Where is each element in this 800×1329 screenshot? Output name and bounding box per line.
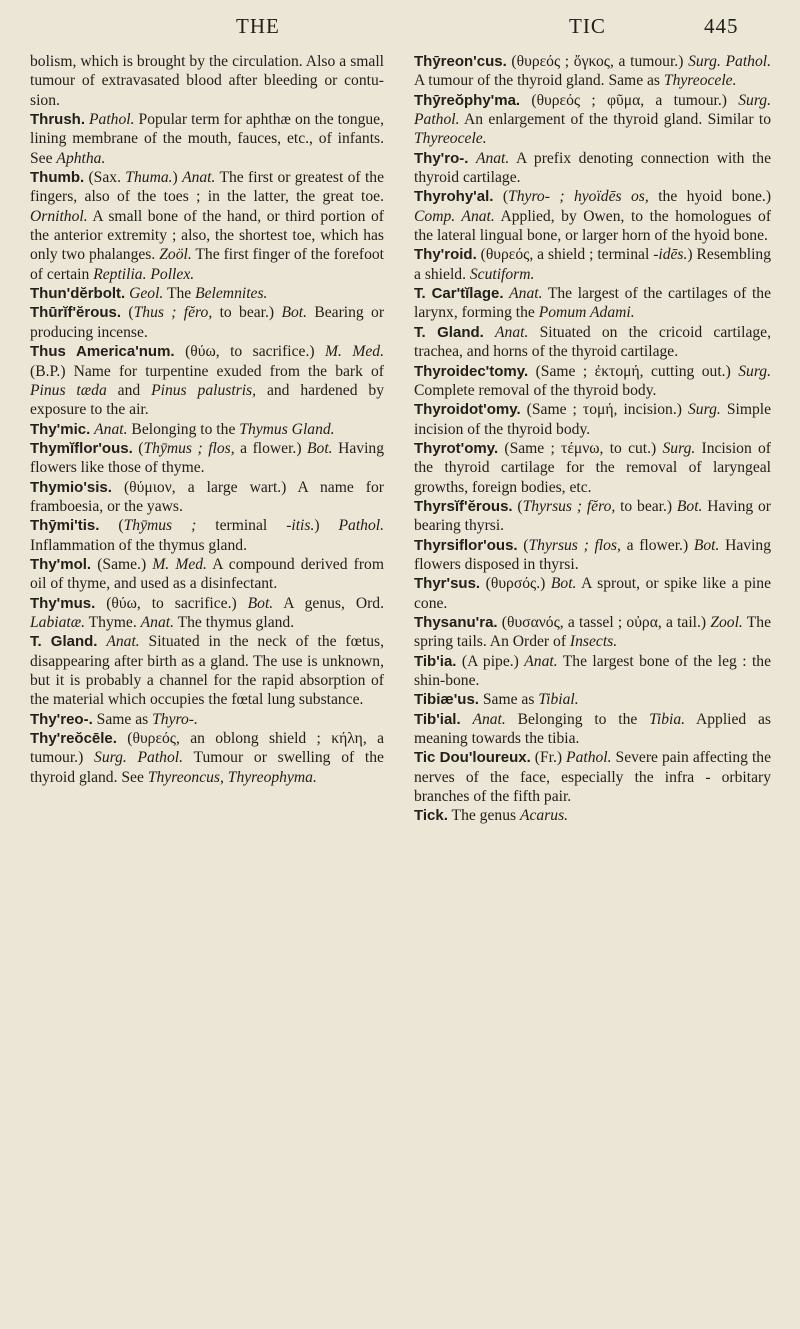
entry-text [461,711,473,728]
entry-italic-text: Surg. [738,362,771,380]
dictionary-entry-thyrsiferous [414,497,771,536]
entry-headword: Thȳreon'cus. [414,53,507,70]
entry-headword: T. Gland. [30,633,98,651]
entry-headword: T. Gland. [414,323,484,341]
entry-text: Situated on the cricoid cartilage, trachea, and horns of the thyroid cartilage. [414,323,771,361]
entry-italic-text: Anat. [140,613,174,631]
entry-text: Thyme. [85,613,141,631]
entry-italic-text: Pinus palustris, [151,381,257,399]
entry-text: A prefix denoting connection with the thyroid cartilage. [414,149,771,187]
entry-text: bolism, which is brought by the circulation. Also a small tumour of extravasated blood after bleeding or contusion. [30,53,384,109]
entry-text: A small bone of the hand, or third portion of the anterior extremity ; also, the shortest toe, which has only two phalanges. [30,207,384,264]
entry-headword: Thy'roid. [414,246,477,264]
entry-headword: T. Car'tĭlage. [414,285,504,303]
entry-italic-text: Reptilia. [93,265,147,283]
entry-headword: Thus America'num. [30,343,175,361]
entry-headword: Thysanu'ra. [414,613,498,631]
entry-text: Situated in the neck of the fœtus, disappearing after birth as a gland. The use is unknown, but it is probably a channel for the rapid absorption of the material which occupies the fœtal lung substance. [30,633,384,709]
entry-text: (Same ; τέμνω, to cut.) [498,439,663,457]
entry-italic-text: Anat. [495,323,529,341]
entry-italic-text: Pomum Adami. [538,304,635,322]
entry-headword: Thy'mic. [30,420,91,438]
entry-italic-text: Pathol. [89,111,135,129]
entry-italic-text: Insects. [569,633,618,651]
dictionary-entry-thyreoncus [414,52,771,91]
entry-text: A tumour of the thyroid gland. Same as [414,72,664,90]
entry-italic-text: Acarus. [519,807,569,825]
entry-headword: Thyrsiflor'ous. [414,536,518,554]
entry-headword: Thyroidec'tomy. [414,362,529,380]
entry-text: A genus, Ord. [273,594,384,612]
page-number: 445 [704,14,739,38]
entry-headword: Thrush. [30,111,85,129]
entry-headword: Thymio'sis. [30,478,112,496]
dictionary-entry-thyrsus [414,574,771,613]
entry-text: Severe pain affecting the nerves of the face, especially the infra - orbitary branches of the fifth pair. [414,749,771,806]
entry-headword: Tick. [414,807,448,825]
dictionary-entry-thyrohyal [414,187,771,245]
entry-italic-text: Comp. Anat. [414,207,495,225]
entry-text: (θύω, to sacrifice.) [174,343,326,361]
entry-italic-text: Thyreocele. [414,130,487,148]
entry-headword: Thyroidot'omy. [414,401,521,419]
entry-text: (θυσανός, a tassel ; οὐρα, a tail.) [497,613,711,631]
dictionary-entry-tgland2 [414,323,771,362]
header-right-guide-word: TIC [569,14,606,38]
entry-italic-text: Bot. [550,575,577,593]
entry-italic-text: Thyro-. [152,710,198,728]
entry-text: Having flowers disposed in thyrsi. [414,536,771,573]
entry-italic-text: Thȳmus ; [123,517,197,535]
entry-italic-text: Anat. [524,652,558,670]
entry-headword: Thyr'sus. [414,575,481,593]
entry-text: An enlargement of the thyroid gland. Similar to [459,111,771,129]
entry-italic-text: Thus ; fĕro, [133,304,213,322]
entry-text: Incision of the thyroid cartilage for the removal of laryngeal growths, foreign bodies, etc. [414,439,771,496]
running-header [0,6,800,46]
entry-text: ( [99,517,124,535]
dictionary-entry-thyreocele [30,729,384,787]
entry-text: a flower.) [620,536,694,554]
entry-text: and hardened by exposure to the air. [30,381,385,419]
entry-text: (Sax. [84,169,126,187]
entry-text: ( [517,536,529,554]
entry-italic-text: Thyrsus ; flos, [528,536,621,554]
dictionary-entry-thymiosis [30,478,384,517]
dictionary-entry-tibia [414,652,771,691]
entry-headword: Thy'reo-. [30,710,93,728]
left-column [30,52,384,787]
entry-headword: Thȳmi'tis. [30,517,100,535]
dictionary-entry-tick [414,806,771,825]
entry-text: The first finger of the forefoot of certain [30,246,384,283]
entry-text: (Fr.) [530,749,567,767]
entry-italic-text: Pathol. [338,517,385,535]
entry-text: The thymus gland. [173,613,295,631]
dictionary-entry-thyrsiflorous [414,536,771,575]
entry-text: (θύω, to sacrifice.) [95,594,248,612]
entry-text: ( [493,188,509,206]
entry-italic-text: Tibia. [649,710,686,728]
dictionary-entry-thymic [30,420,384,439]
entry-text: Having or bearing thyrsi. [414,497,771,535]
dictionary-entry-ticdouloureux [414,748,771,806]
entry-text: Belonging to the [505,710,650,728]
dictionary-entry-tibiaeus [414,690,771,709]
entry-italic-text: Labiatæ. [30,613,86,631]
entry-italic-text: Thyrsus ; fĕro, [522,497,616,515]
entry-headword: Thyrot'omy. [414,439,499,457]
entry-text: ( [121,304,134,322]
entry-headword: Thumb. [30,169,85,187]
dictionary-entry-thyreophyma [414,91,771,149]
entry-text: (Same ; τομή, incision.) [520,401,688,419]
entry-italic-text: Anat. [182,169,216,187]
entry-text: The [163,285,196,303]
entry-text: The genus [447,807,520,825]
entry-italic-text: Zoöl. [159,246,192,264]
dictionary-entry-tgland1 [30,632,384,709]
entry-headword: Thy'mol. [30,555,92,573]
entry-italic-text: Bot. [693,536,720,554]
entry-text: (Same.) [91,555,153,573]
entry-italic-text: Pollex. [150,265,195,283]
entry-headword: Thymĭflor'ous. [30,439,133,457]
entry-headword: Thyrsĭf'ĕrous. [414,497,513,515]
entry-text: (θυρεός, an oblong shield ; κήλη, a tumour.) [30,730,384,767]
entry-text: Bearing or producing incense. [30,304,385,341]
entry-italic-text: Thyreocele. [663,72,737,90]
dictionary-entry-cont [30,52,384,110]
entry-text: to bear.) [212,304,282,322]
dictionary-entry-thyreo [30,710,384,729]
entry-italic-text: -idēs. [653,246,688,264]
entry-text: Same as [478,691,539,709]
dictionary-entry-thunderbolt [30,284,384,303]
entry-italic-text: Pathol. [566,749,612,767]
entry-italic-text: Thȳmus ; flos, [143,439,235,457]
entry-text: (θυρεός, a shield ; terminal [476,246,654,264]
entry-text: Same as [92,710,153,728]
entry-headword: Thūrĭf'ĕrous. [30,304,122,322]
entry-italic-text: Belemnites. [195,285,268,303]
entry-text: a flower.) [234,439,308,457]
entry-italic-text: Bot. [307,439,333,457]
entry-headword: Thy'reŏcēle. [30,730,117,748]
entry-text: ) [172,169,183,187]
entry-italic-text: Bot. [281,304,307,322]
entry-text: the hyoid bone.) [648,188,772,206]
dictionary-entry-thymitis [30,516,384,555]
dictionary-entry-thyro [414,149,771,188]
entry-text [97,633,106,650]
dictionary-entry-thyroidectomy [414,362,771,401]
dictionary-entry-tibial [414,710,771,749]
entry-italic-text: Anat. [475,149,510,167]
dictionary-entry-thyroidotomy [414,400,771,439]
entry-italic-text: Surg. Pathol. [414,91,771,129]
entry-headword: Thy'ro-. [414,149,469,167]
entry-text: A compound derived from oil of thyme, and used as a disinfectant. [30,555,384,593]
header-left-guide-word: THE [236,14,280,38]
entry-text: terminal [196,517,287,535]
entry-italic-text: Zool. [710,613,743,631]
entry-text: (B.P.) Name for turpentine exuded from the bark of [30,362,384,380]
entry-text: ) Resembling a shield. [414,246,771,283]
entry-text: Tumour or swelling of the thyroid gland. See [30,749,384,786]
entry-headword: Tic Dou'loureux. [414,749,531,767]
entry-headword: Tib'ia. [414,652,457,670]
entry-text: Belonging to the [127,420,240,438]
entry-italic-text: Aphtha. [56,149,106,167]
entry-text: Popular term for aphthæ on the tongue, lining membrane of the mouth, fauces, etc., of infants. See [30,111,384,167]
dictionary-entry-thymol [30,555,384,594]
entry-text [468,150,476,167]
entry-headword: Thun'dĕrbolt. [30,285,126,303]
entry-text: The largest bone of the leg : the shin-bone. [414,652,772,689]
entry-text: ( [512,497,523,515]
entry-text: The spring tails. An Order of [414,613,771,651]
entry-text: Applied as meaning towards the tibia. [414,710,771,748]
entry-text [484,324,495,341]
entry-text: to bear.) [615,497,677,515]
entry-text: ) [314,517,339,535]
entry-italic-text: Thuma. [125,169,173,187]
entry-italic-text: Surg. Pathol. [94,749,184,767]
entry-text: Inflammation of the thymus gland. [30,536,247,554]
entry-italic-text: Pinus tæda [30,381,107,399]
entry-text: Complete removal of the thyroid body. [414,381,657,399]
entry-text: The largest of the cartilages of the larynx, forming the [414,285,771,322]
entry-text: and [106,381,152,399]
right-column [414,52,771,826]
entry-italic-text: Anat. [509,285,543,303]
entry-italic-text: Geol. [129,285,164,303]
entry-italic-text: M. Med. [152,555,207,573]
entry-text: (θυρεός ; φῦμα, a tumour.) [520,91,739,109]
entry-headword: Thȳreŏphy'ma. [414,91,521,109]
dictionary-entry-thumb [30,168,384,284]
dictionary-entry-thuriferous [30,303,384,342]
entry-italic-text: Tibial. [538,691,579,709]
entry-italic-text: Surg. [662,439,696,457]
entry-text: (A pipe.) [456,652,525,670]
entry-headword: Tibiæ'us. [414,691,479,709]
entry-text: ( [132,439,144,457]
entry-headword: Tib'ial. [414,710,461,728]
dictionary-entry-tcartilage [414,284,771,323]
dictionary-entry-thymus [30,594,384,633]
dictionary-entry-thysanura [414,613,771,652]
entry-italic-text: Bot. [676,497,703,515]
dictionary-entry-thrush [30,110,384,168]
dictionary-entry-thusamericanum [30,342,384,419]
entry-text: (θυρεός ; ὄγκος, a tumour.) [506,53,689,70]
entry-text: The first or greatest of the fingers, also of the toes ; in the latter, the great toe. [30,169,384,206]
entry-italic-text: Thyreoncus, Thyreophyma. [147,768,317,786]
entry-italic-text: Surg. Pathol. [688,53,771,70]
entry-italic-text: Bot. [247,594,274,612]
entry-text: Simple incision of the thyroid body. [414,401,771,438]
entry-italic-text: Anat. [94,420,128,438]
entry-text: (Same ; ἐκτομή, cutting out.) [528,362,739,380]
entry-italic-text: -itis. [286,517,315,535]
entry-italic-text: Surg. [687,401,721,419]
entry-text: A sprout, or spike like a pine cone. [414,575,771,612]
entry-italic-text: Thyro- ; hyoïdēs os, [508,188,649,206]
entry-headword: Thy'mus. [30,594,96,612]
entry-italic-text: Ornithol. [30,207,88,225]
dictionary-entry-thymiflorous [30,439,384,478]
entry-text: (θυρσός.) [480,575,551,593]
entry-text: Applied, by Owen, to the homologues of the lateral lingual bone, or larger horn of the hyoid bone. [414,207,772,245]
entry-italic-text: Anat. [106,633,140,651]
dictionary-entry-thyroid [414,245,771,284]
entry-text: (θύμιον, a large wart.) A name for framboesia, or the yaws. [30,478,384,515]
entry-italic-text: Thymus Gland. [239,420,335,438]
entry-headword: Thyrohy'al. [414,188,494,206]
entry-italic-text: Scutiform. [469,265,535,283]
dictionary-entry-thyrotomy [414,439,771,497]
entry-italic-text: Anat. [472,710,506,728]
entry-italic-text: M. Med. [325,343,384,361]
entry-text: Having flowers like those of thyme. [30,439,385,477]
